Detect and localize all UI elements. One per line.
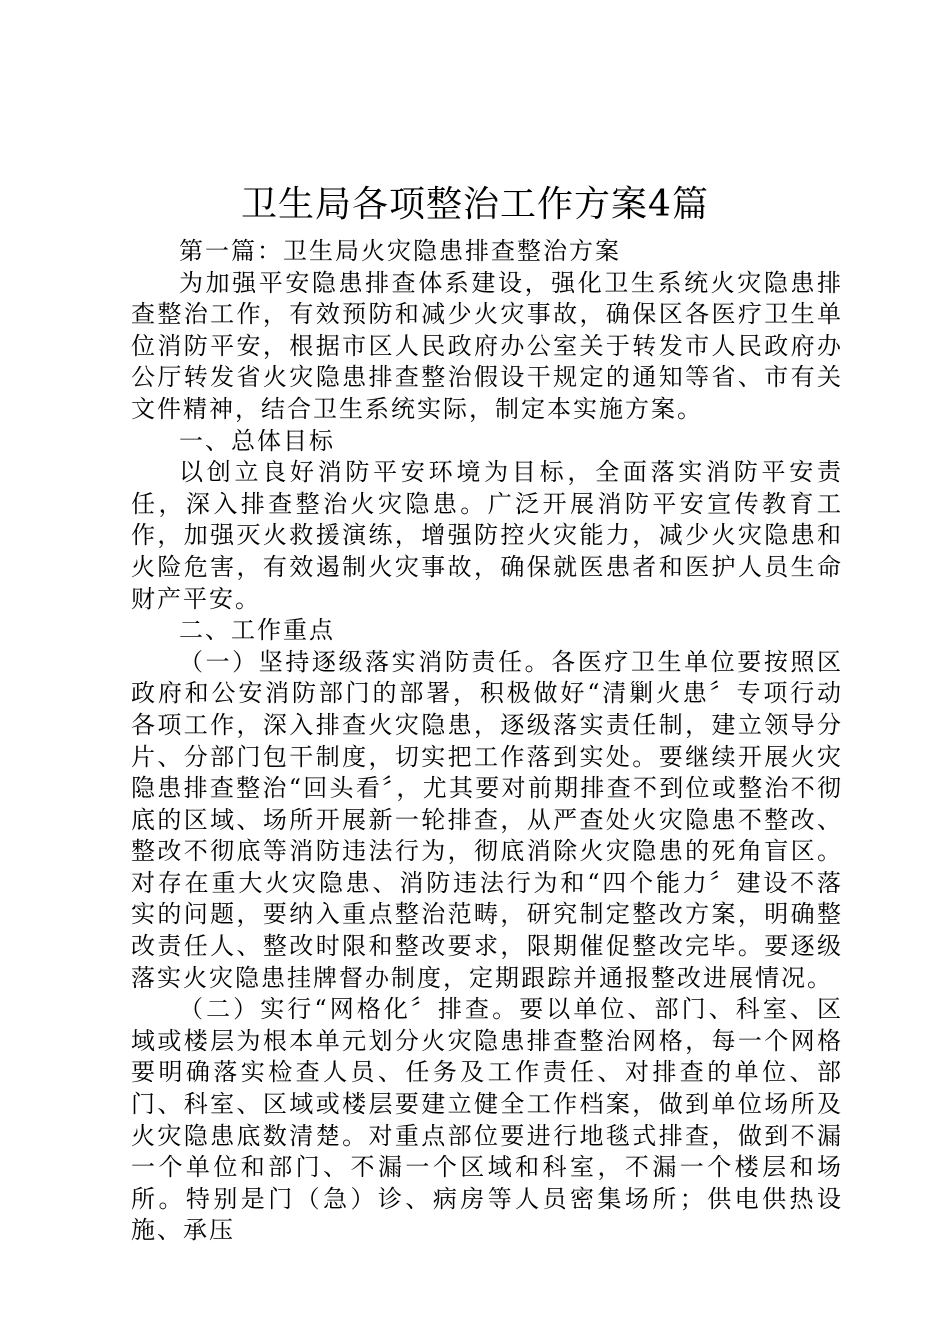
paragraph-item-1: （一）坚持逐级落实消防责任。各医疗卫生单位要按照区政府和公安消防部门的部署，积极做好“清剿火患〞专项行动各项工作，深入排查火灾隐患，逐级落实责任制，建立领导分片、分部门包干制度，切实把工作落到实处。要继续开展火灾隐患排查整治“回头看〞，尤其要对前期排查不到位或整治不彻底的区域、场所开展新一轮排查，从严查处火灾隐患不整改、整改不彻底等消防违法行为，彻底消除火灾隐患的死角盲区。对存在重大火灾隐患、消防违法行为和“四个能力〞建设不落实的问题，要纳入重点整治范畴，研究制定整改方案，明确整改责任人、整改时限和整改要求，限期催促整改完毕。要逐级落实火灾隐患挂牌督办制度，定期跟踪并通报整改进展情况。 (131, 647, 843, 992)
paragraph-section-2-heading: 二、工作重点 (179, 616, 335, 645)
paragraph-item-2: （二）实行“网格化〞排查。要以单位、部门、科室、区域或楼层为根本单元划分火灾隐患排查整治网格，每一个网格要明确落实检查人员、任务及工作责任、对排查的单位、部门、科室、区域或楼层要建立健全工作档案，做到单位场所及火灾隐患底数清楚。对重点部位要进行地毯式排查，做到不漏一个单位和部门、不漏一个区域和科室，不漏一个楼层和场所。特别是门（急）诊、病房等人员密集场所；供电供热设施、承压 (131, 995, 843, 1245)
paragraph-section-1-heading: 一、总体目标 (179, 426, 335, 455)
paragraph-intro: 为加强平安隐患排查体系建设，强化卫生系统火灾隐患排查整治工作，有效预防和减少火灾事故，确保区各医疗卫生单位消防平安，根据市区人民政府办公室关于转发市人民政府办公厅转发省火灾隐患排查整治假设干规定的通知等省、市有关文件精神，结合卫生系统实际，制定本实施方案。 (131, 268, 843, 423)
document-body (131, 236, 843, 1247)
paragraph-overall-goal: 以创立良好消防平安环境为目标，全面落实消防平安责任，深入排查整治火灾隐患。广泛开展消防平安宣传教育工作，加强灭火救援演练，增强防控火灾能力，减少火灾隐患和火险危害，有效遏制火灾事故，确保就医患者和医护人员生命财产平安。 (131, 458, 843, 613)
document-title: 卫生局各项整治工作方案4篇 (241, 184, 709, 225)
paragraph-chapter-heading: 第一篇：卫生局火灾隐患排查整治方案 (179, 237, 621, 265)
